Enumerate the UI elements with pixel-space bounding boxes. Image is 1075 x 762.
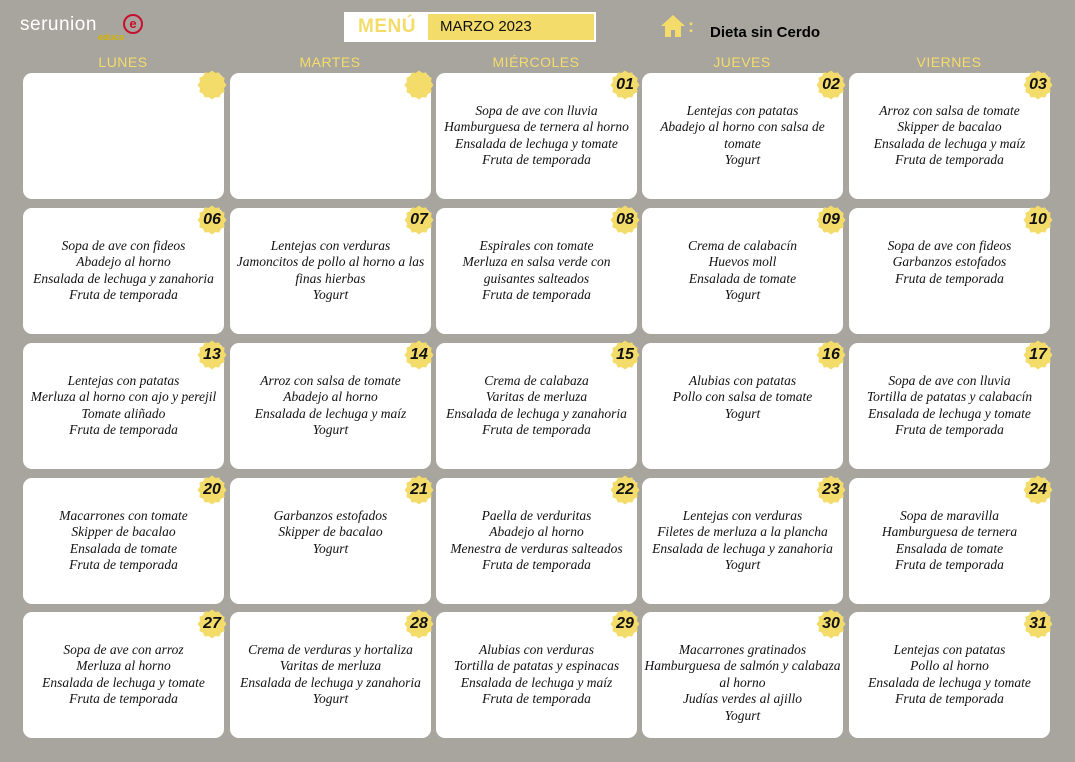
day-number-badge [197, 70, 227, 100]
day-number-badge [404, 70, 434, 100]
dish-item: Jamoncitos de pollo al horno a las finas hierbas [236, 254, 425, 286]
day-cell [23, 478, 224, 604]
day-number: 21 [410, 481, 428, 498]
dish-item: Huevos moll [708, 254, 777, 270]
day-number-badge [610, 609, 640, 639]
day-number-badge [1023, 475, 1053, 505]
day-number: 07 [410, 211, 428, 228]
day-number-badge [610, 70, 640, 100]
dish-item: Ensalada de lechuga y maíz [254, 405, 407, 421]
day-number-badge [197, 340, 227, 370]
dish-item: Yogurt [312, 691, 349, 707]
dish-item: Fruta de temporada [895, 691, 1004, 707]
dish-list [25, 642, 222, 708]
logo-text: serunion [20, 14, 97, 35]
dish-item: Fruta de temporada [482, 422, 591, 438]
day-number: 24 [1029, 481, 1047, 498]
day-number-badge [1023, 340, 1053, 370]
dish-item: Ensalada de lechuga y zanahoria [652, 540, 833, 556]
dish-item: Fruta de temporada [895, 422, 1004, 438]
day-number-badge [1023, 609, 1053, 639]
day-number: 02 [822, 76, 840, 93]
dish-item: Ensalada de lechuga y zanahoria [33, 270, 214, 286]
dish-item: Hamburguesa de ternera al horno [444, 119, 629, 135]
dish-item: Filetes de merluza a la plancha [657, 524, 828, 540]
day-number: 27 [203, 615, 221, 632]
diet-type: Dieta sin Cerdo [710, 24, 821, 41]
dish-item: Crema de calabaza [484, 373, 589, 388]
dish-list [438, 373, 635, 439]
dish-item: Alubias con patatas [688, 373, 797, 388]
dish-item: Abadejo al horno [489, 524, 584, 540]
dish-item: Arroz con salsa de tomate [260, 373, 401, 388]
day-number-badge [197, 475, 227, 505]
day-cell [642, 478, 843, 604]
dish-item: Yogurt [312, 287, 349, 303]
day-number-badge [1023, 70, 1053, 100]
day-cell [23, 208, 224, 334]
day-cell [23, 73, 224, 199]
dish-item: Sopa de ave con fideos [61, 238, 186, 253]
weekday-header: JUEVES [713, 54, 771, 70]
weekday-header: LUNES [98, 54, 148, 70]
dish-item: Ensalada de lechuga y maíz [873, 135, 1026, 151]
day-number: 20 [203, 481, 221, 498]
day-cell [436, 208, 637, 334]
menu-title-box [344, 12, 596, 42]
dish-item: Skipper de bacalao [897, 119, 1002, 135]
dish-item: Abadejo al horno [283, 389, 378, 405]
menu-label: MENÚ [358, 16, 416, 37]
dish-list [851, 508, 1048, 574]
dish-item: Fruta de temporada [482, 557, 591, 573]
dish-item: Ensalada de lechuga y tomate [868, 405, 1031, 421]
dish-list [644, 508, 841, 574]
dish-list [232, 642, 429, 708]
dish-item: Sopa de ave con lluvia [888, 373, 1011, 388]
dish-item: Skipper de bacalao [71, 524, 176, 540]
dish-item: Ensalada de lechuga y tomate [868, 674, 1031, 690]
day-number: 06 [203, 211, 221, 228]
day-number: 10 [1029, 211, 1047, 228]
day-cell [436, 73, 637, 199]
dish-item: Espirales con tomate [479, 238, 594, 253]
logo-mark-icon: e [123, 14, 143, 34]
dish-item: Fruta de temporada [482, 691, 591, 707]
dish-list [232, 508, 429, 557]
dish-item: Fruta de temporada [69, 422, 178, 438]
dish-item: Ensalada de lechuga y tomate [455, 135, 618, 151]
dish-item: Ensalada de lechuga y maíz [460, 674, 613, 690]
dish-item: Yogurt [724, 557, 761, 573]
day-cell [436, 612, 637, 738]
dish-item: Yogurt [724, 152, 761, 168]
dish-item: Lentejas con verduras [682, 508, 803, 523]
day-number-badge [610, 475, 640, 505]
day-number-badge [1023, 205, 1053, 235]
day-cell [849, 612, 1050, 738]
dish-item: Hamburguesa de ternera [881, 524, 1018, 540]
dish-item: Yogurt [312, 540, 349, 556]
dish-item: Sopa de ave con lluvia [475, 103, 598, 118]
dish-list [851, 642, 1048, 708]
dish-item: Fruta de temporada [482, 152, 591, 168]
day-cell [436, 478, 637, 604]
day-number [197, 70, 227, 100]
dish-item: Lentejas con patatas [893, 642, 1006, 657]
day-number: 31 [1029, 615, 1047, 632]
dish-item: Tomate aliñado [81, 405, 166, 421]
dish-item: Macarrones con tomate [59, 508, 188, 523]
day-number: 03 [1029, 76, 1047, 93]
dish-item: Pollo con salsa de tomate [672, 389, 813, 405]
day-number [404, 70, 434, 100]
dish-list [25, 373, 222, 439]
dish-item: Menestra de verduras salteados [450, 540, 623, 556]
dish-item: Macarrones gratinados [678, 642, 807, 657]
dish-list [25, 508, 222, 574]
dish-list [438, 642, 635, 708]
dish-list [232, 238, 429, 304]
day-cell [23, 612, 224, 738]
dish-item: Crema de verduras y hortaliza [248, 642, 413, 657]
dish-item: Merluza en salsa verde con guisantes salteados [462, 254, 611, 286]
dish-item: Abadejo al horno con salsa de tomate [660, 119, 825, 151]
dish-item: Abadejo al horno [76, 254, 171, 270]
dish-item: Sopa de maravilla [900, 508, 999, 523]
day-number-badge [404, 205, 434, 235]
day-cell [642, 208, 843, 334]
serunion-logo [20, 14, 160, 42]
dish-item: Fruta de temporada [895, 152, 1004, 168]
dish-item: Arroz con salsa de tomate [879, 103, 1020, 118]
dish-item: Yogurt [724, 287, 761, 303]
day-number-badge [816, 205, 846, 235]
day-number: 28 [410, 615, 428, 632]
day-cell [230, 343, 431, 469]
day-number-badge [816, 70, 846, 100]
day-cell [436, 343, 637, 469]
day-cell [642, 612, 843, 738]
dish-list [644, 238, 841, 304]
home-icon [660, 14, 686, 38]
day-cell [230, 612, 431, 738]
dish-item: Sopa de ave con arroz [63, 642, 184, 657]
home-colon: : [688, 16, 694, 36]
day-number: 08 [616, 211, 634, 228]
dish-item: Varitas de merluza [485, 389, 588, 405]
menu-month: MARZO 2023 [428, 14, 594, 40]
dish-item: Fruta de temporada [69, 691, 178, 707]
dish-item: Ensalada de tomate [688, 270, 797, 286]
dish-item: Sopa de ave con fideos [887, 238, 1012, 253]
dish-item: Paella de verduritas [481, 508, 592, 523]
dish-list [851, 103, 1048, 169]
dish-item: Alubias con verduras [479, 642, 594, 657]
dish-item: Fruta de temporada [895, 270, 1004, 286]
day-number: 17 [1029, 346, 1047, 363]
day-number-badge [404, 609, 434, 639]
dish-item: Garbanzos estofados [892, 254, 1007, 270]
day-number-badge [816, 609, 846, 639]
day-number-badge [610, 340, 640, 370]
day-number-badge [816, 340, 846, 370]
day-number: 30 [822, 615, 840, 632]
dish-list [438, 508, 635, 574]
day-cell [849, 208, 1050, 334]
dish-list [851, 373, 1048, 439]
dish-item: Tortilla de patatas y calabacín [866, 389, 1033, 405]
day-number: 16 [822, 346, 840, 363]
weekday-header: MARTES [299, 54, 361, 70]
dish-list [644, 373, 841, 422]
dish-item: Lentejas con patatas [686, 103, 799, 118]
day-number: 23 [822, 481, 840, 498]
dish-item: Skipper de bacalao [278, 524, 383, 540]
day-number: 01 [616, 76, 634, 93]
day-number-badge [404, 340, 434, 370]
home-indicator [660, 14, 700, 40]
dish-item: Lentejas con patatas [67, 373, 180, 388]
dish-item: Yogurt [312, 422, 349, 438]
dish-item: Merluza al horno [76, 658, 171, 674]
day-cell [230, 208, 431, 334]
day-number-badge [816, 475, 846, 505]
dish-list [25, 238, 222, 304]
day-number: 29 [616, 615, 634, 632]
dish-item: Merluza al horno con ajo y perejil [30, 389, 217, 405]
dish-list [851, 238, 1048, 287]
dish-list [438, 103, 635, 169]
day-cell [849, 478, 1050, 604]
dish-item: Crema de calabacín [688, 238, 797, 253]
dish-item: Garbanzos estofados [273, 508, 388, 523]
day-number: 22 [616, 481, 634, 498]
day-number-badge [404, 475, 434, 505]
day-number-badge [197, 205, 227, 235]
day-cell [642, 343, 843, 469]
day-number: 15 [616, 346, 634, 363]
dish-item: Hamburguesa de salmón y calabaza al horno [644, 658, 841, 690]
day-cell [230, 73, 431, 199]
dish-item: Yogurt [724, 707, 761, 723]
dish-item: Ensalada de lechuga y zanahoria [446, 405, 627, 421]
dish-item: Fruta de temporada [69, 287, 178, 303]
day-number-badge [197, 609, 227, 639]
weekday-header: VIERNES [916, 54, 982, 70]
dish-item: Pollo al horno [910, 658, 989, 674]
weekday-header: MIÉRCOLES [492, 54, 580, 70]
day-number-badge [610, 205, 640, 235]
dish-item: Fruta de temporada [482, 287, 591, 303]
dish-item: Ensalada de lechuga y tomate [42, 674, 205, 690]
dish-item: Lentejas con verduras [270, 238, 391, 253]
dish-list [644, 642, 841, 724]
dish-list [644, 103, 841, 169]
dish-item: Fruta de temporada [895, 557, 1004, 573]
dish-item: Fruta de temporada [69, 557, 178, 573]
day-cell [230, 478, 431, 604]
dish-list [438, 238, 635, 304]
dish-item: Ensalada de tomate [69, 540, 178, 556]
dish-list [232, 373, 429, 439]
day-number: 13 [203, 346, 221, 363]
logo-subtext: educa [98, 32, 125, 42]
dish-item: Judías verdes al ajillo [682, 691, 803, 707]
dish-item: Varitas de merluza [279, 658, 382, 674]
dish-item: Yogurt [724, 405, 761, 421]
dish-item: Ensalada de tomate [895, 540, 1004, 556]
dish-item: Tortilla de patatas y espinacas [453, 658, 620, 674]
day-number: 09 [822, 211, 840, 228]
day-cell [642, 73, 843, 199]
day-cell [849, 73, 1050, 199]
day-number: 14 [410, 346, 428, 363]
dish-item: Ensalada de lechuga y zanahoria [240, 674, 421, 690]
day-cell [23, 343, 224, 469]
day-cell [849, 343, 1050, 469]
